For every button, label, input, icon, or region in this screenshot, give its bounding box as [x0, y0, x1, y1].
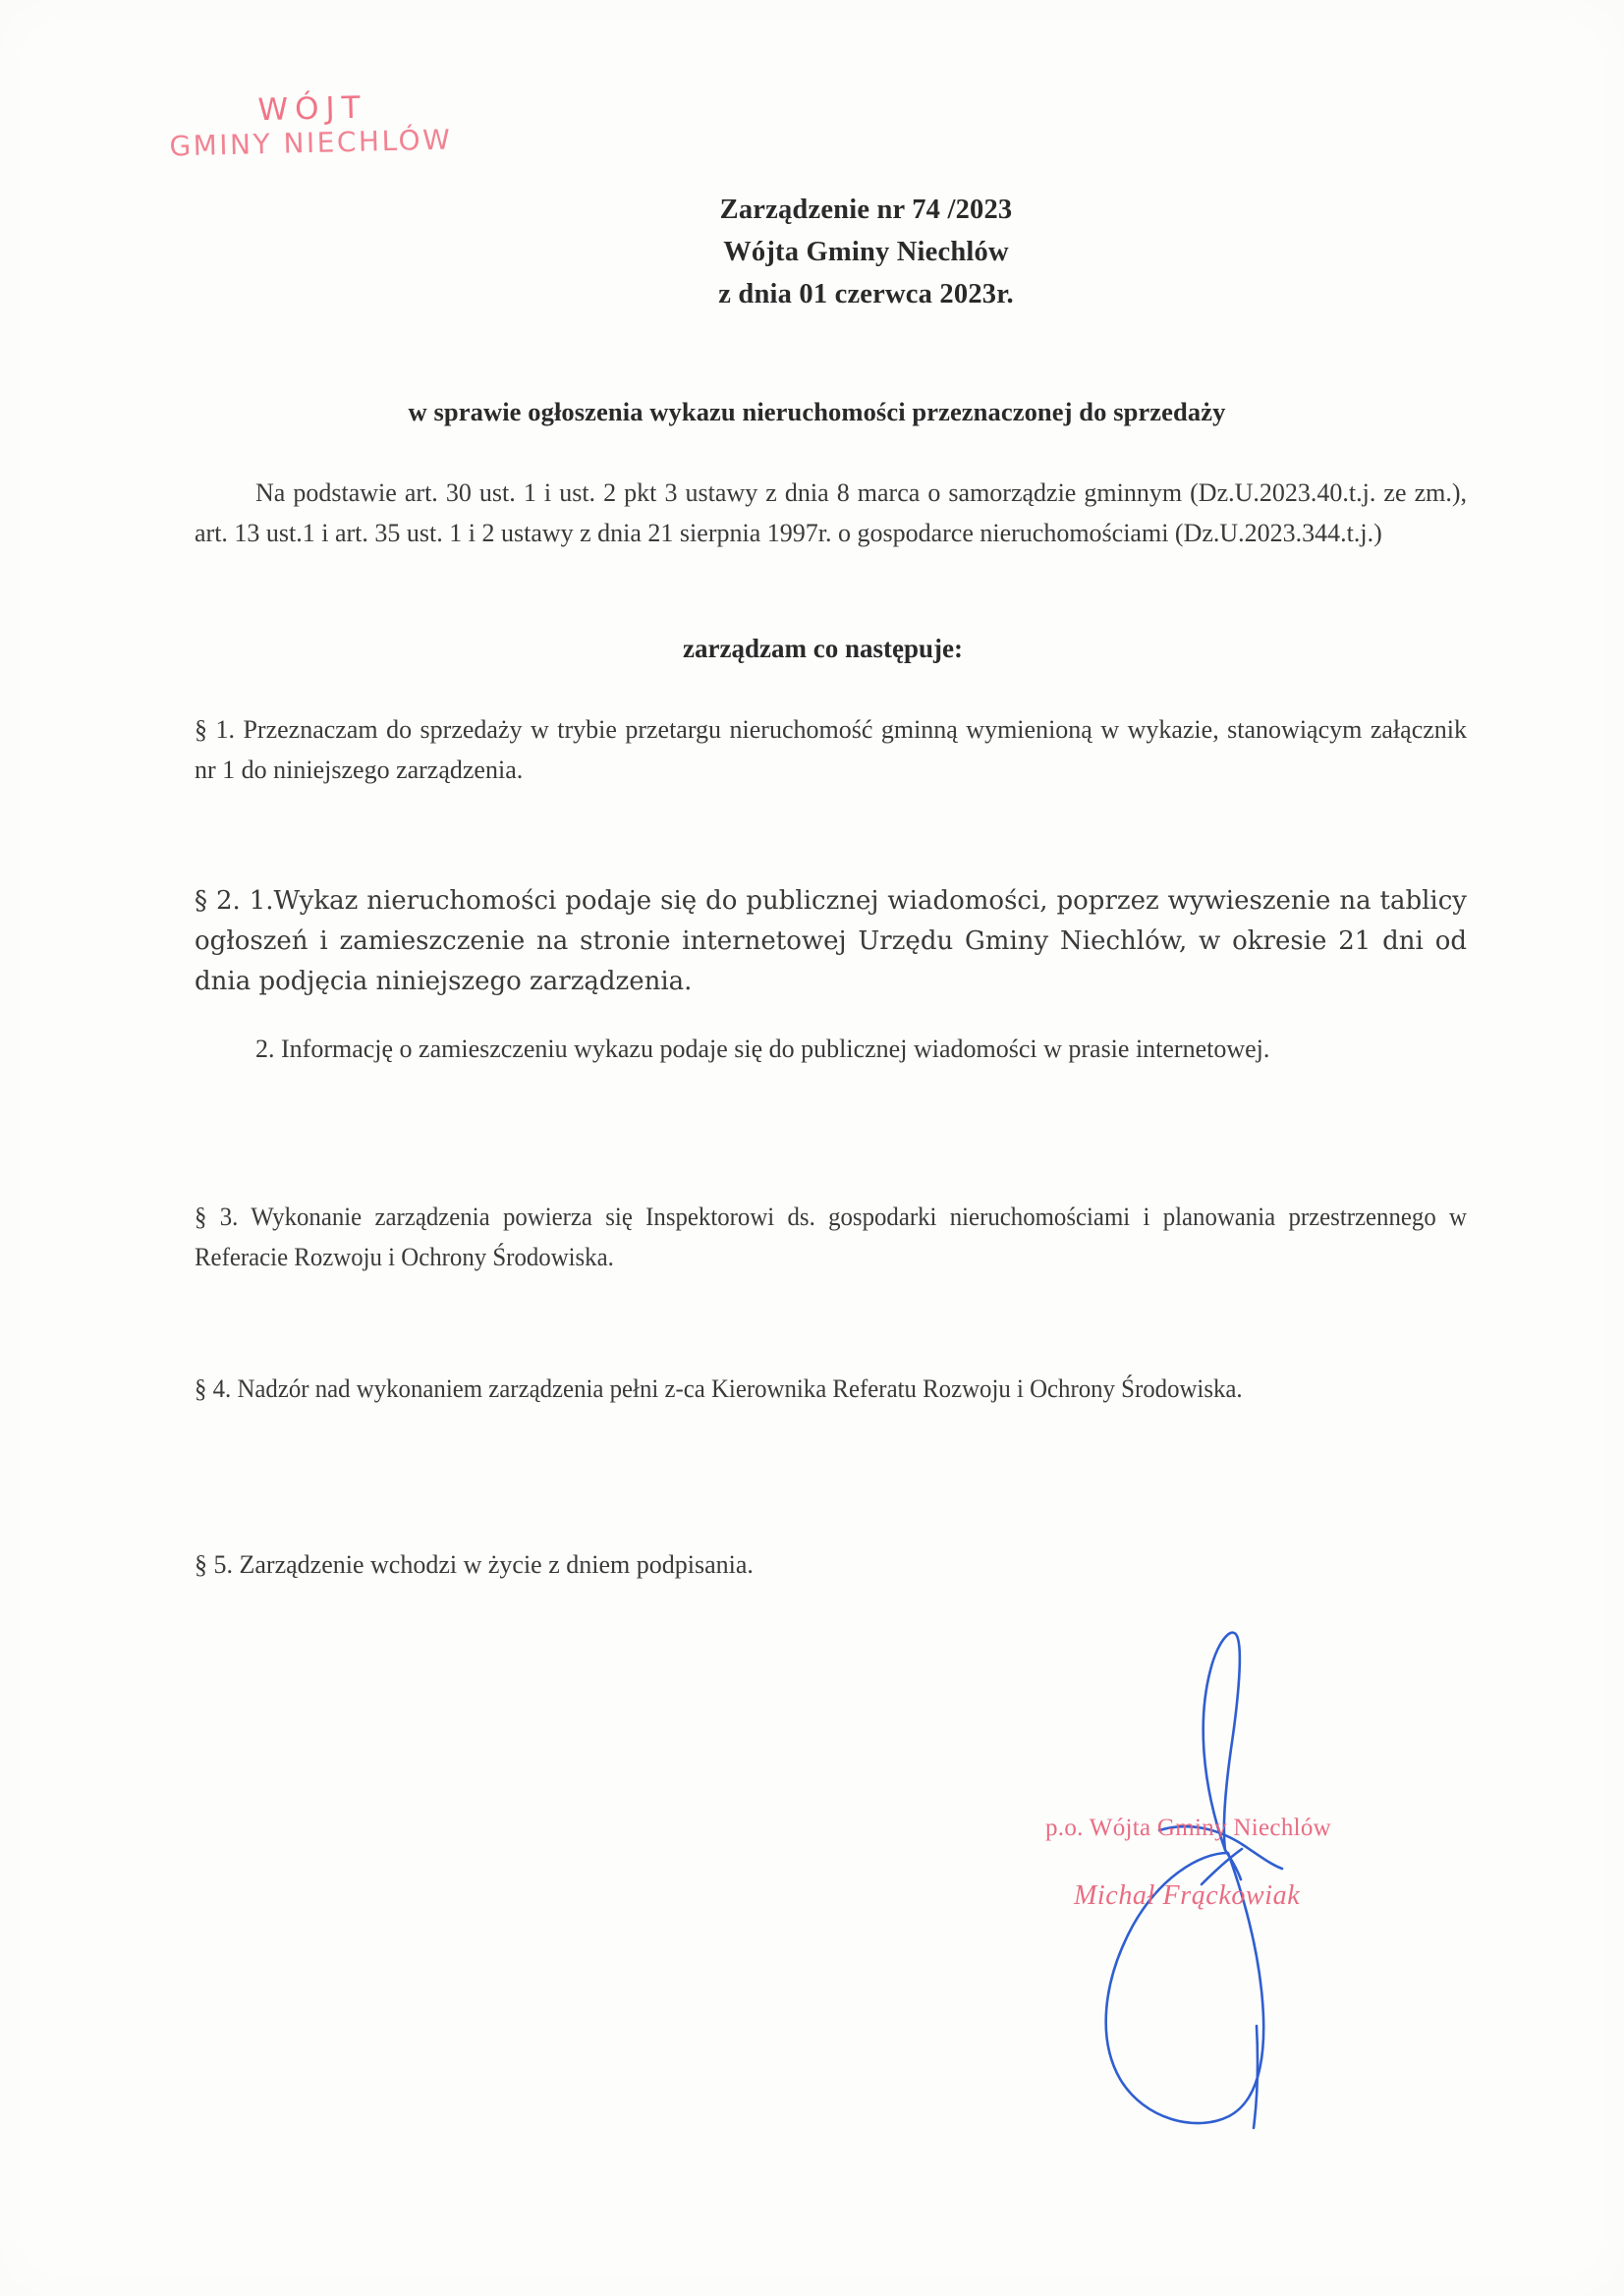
legal-basis-text: Na podstawie art. 30 ust. 1 i ust. 2 pkt 3 ustawy z dnia 8 marca o samorządzie gminnym (Dz.U.2023.40.t.j. ze zm.), art. 13 ust.1 i art. 35 ust. 1 i 2 ustawy z dnia 21 sierpnia 1997r. o gospodarce nieruchomościami (Dz.U.2023.344.t.j.)	[195, 478, 1467, 547]
section-par-1	[195, 709, 1467, 790]
office-stamp-line1: WÓJT	[257, 89, 368, 129]
title-line-1: Zarządzenie nr 74 /2023	[719, 195, 1013, 225]
enacting-clause: zarządzam co następuje:	[683, 634, 963, 663]
office-stamp	[146, 90, 473, 166]
section-par-2-1	[195, 881, 1467, 1002]
section-par-3	[195, 1197, 1467, 1277]
title-line-2: Wójta Gminy Niechlów	[723, 236, 1009, 267]
section-par-2-2	[195, 1029, 1467, 1069]
section-par-5	[195, 1544, 1467, 1585]
section-par-5-text: § 5. Zarządzenie wchodzi w życie z dniem podpisania.	[195, 1550, 754, 1579]
section-par-2-2-text: 2. Informację o zamieszczeniu wykazu podaje się do publicznej wiadomości w prasie internetowej.	[255, 1035, 1270, 1063]
signature-role: p.o. Wójta Gminy Niechlów	[1045, 1815, 1332, 1841]
office-stamp-line2: GMINY NIECHLÓW	[169, 123, 453, 163]
title-line-3: z dnia 01 czerwca 2023r.	[718, 278, 1014, 309]
document-subject: w sprawie ogłoszenia wykazu nieruchomości przeznaczonej do sprzedaży	[408, 397, 1226, 426]
document-title	[0, 190, 1624, 315]
section-par-3-text: § 3. Wykonanie zarządzenia powierza się Inspektorowi ds. gospodarki nieruchomościami i planowania przestrzennego w Referacie Rozwoju i Ochrony Środowiska.	[195, 1203, 1467, 1271]
section-par-4	[195, 1369, 1467, 1409]
legal-basis-block	[195, 473, 1467, 553]
section-par-4-text: § 4. Nadzór nad wykonaniem zarządzenia pełni z-ca Kierownika Referatu Rozwoju i Ochrony Środowiska.	[195, 1374, 1243, 1403]
section-par-2-1-text: § 2. 1.Wykaz nieruchomości podaje się do publicznej wiadomości, poprzez wywieszenie na tablicy ogłoszeń i zamieszczenie na stronie internetowej Urzędu Gminy Niechlów, w okresie 21 dni od dnia podjęcia niniejszego zarządzenia.	[195, 886, 1467, 996]
section-par-1-text: § 1. Przeznaczam do sprzedaży w trybie przetargu nieruchomość gminną wymienioną w wykazie, stanowiącym załącznik nr 1 do niniejszego zarządzenia.	[195, 715, 1467, 784]
signature-name: Michał Frąckowiak	[1074, 1880, 1301, 1911]
handwritten-signature	[1041, 1601, 1375, 2132]
